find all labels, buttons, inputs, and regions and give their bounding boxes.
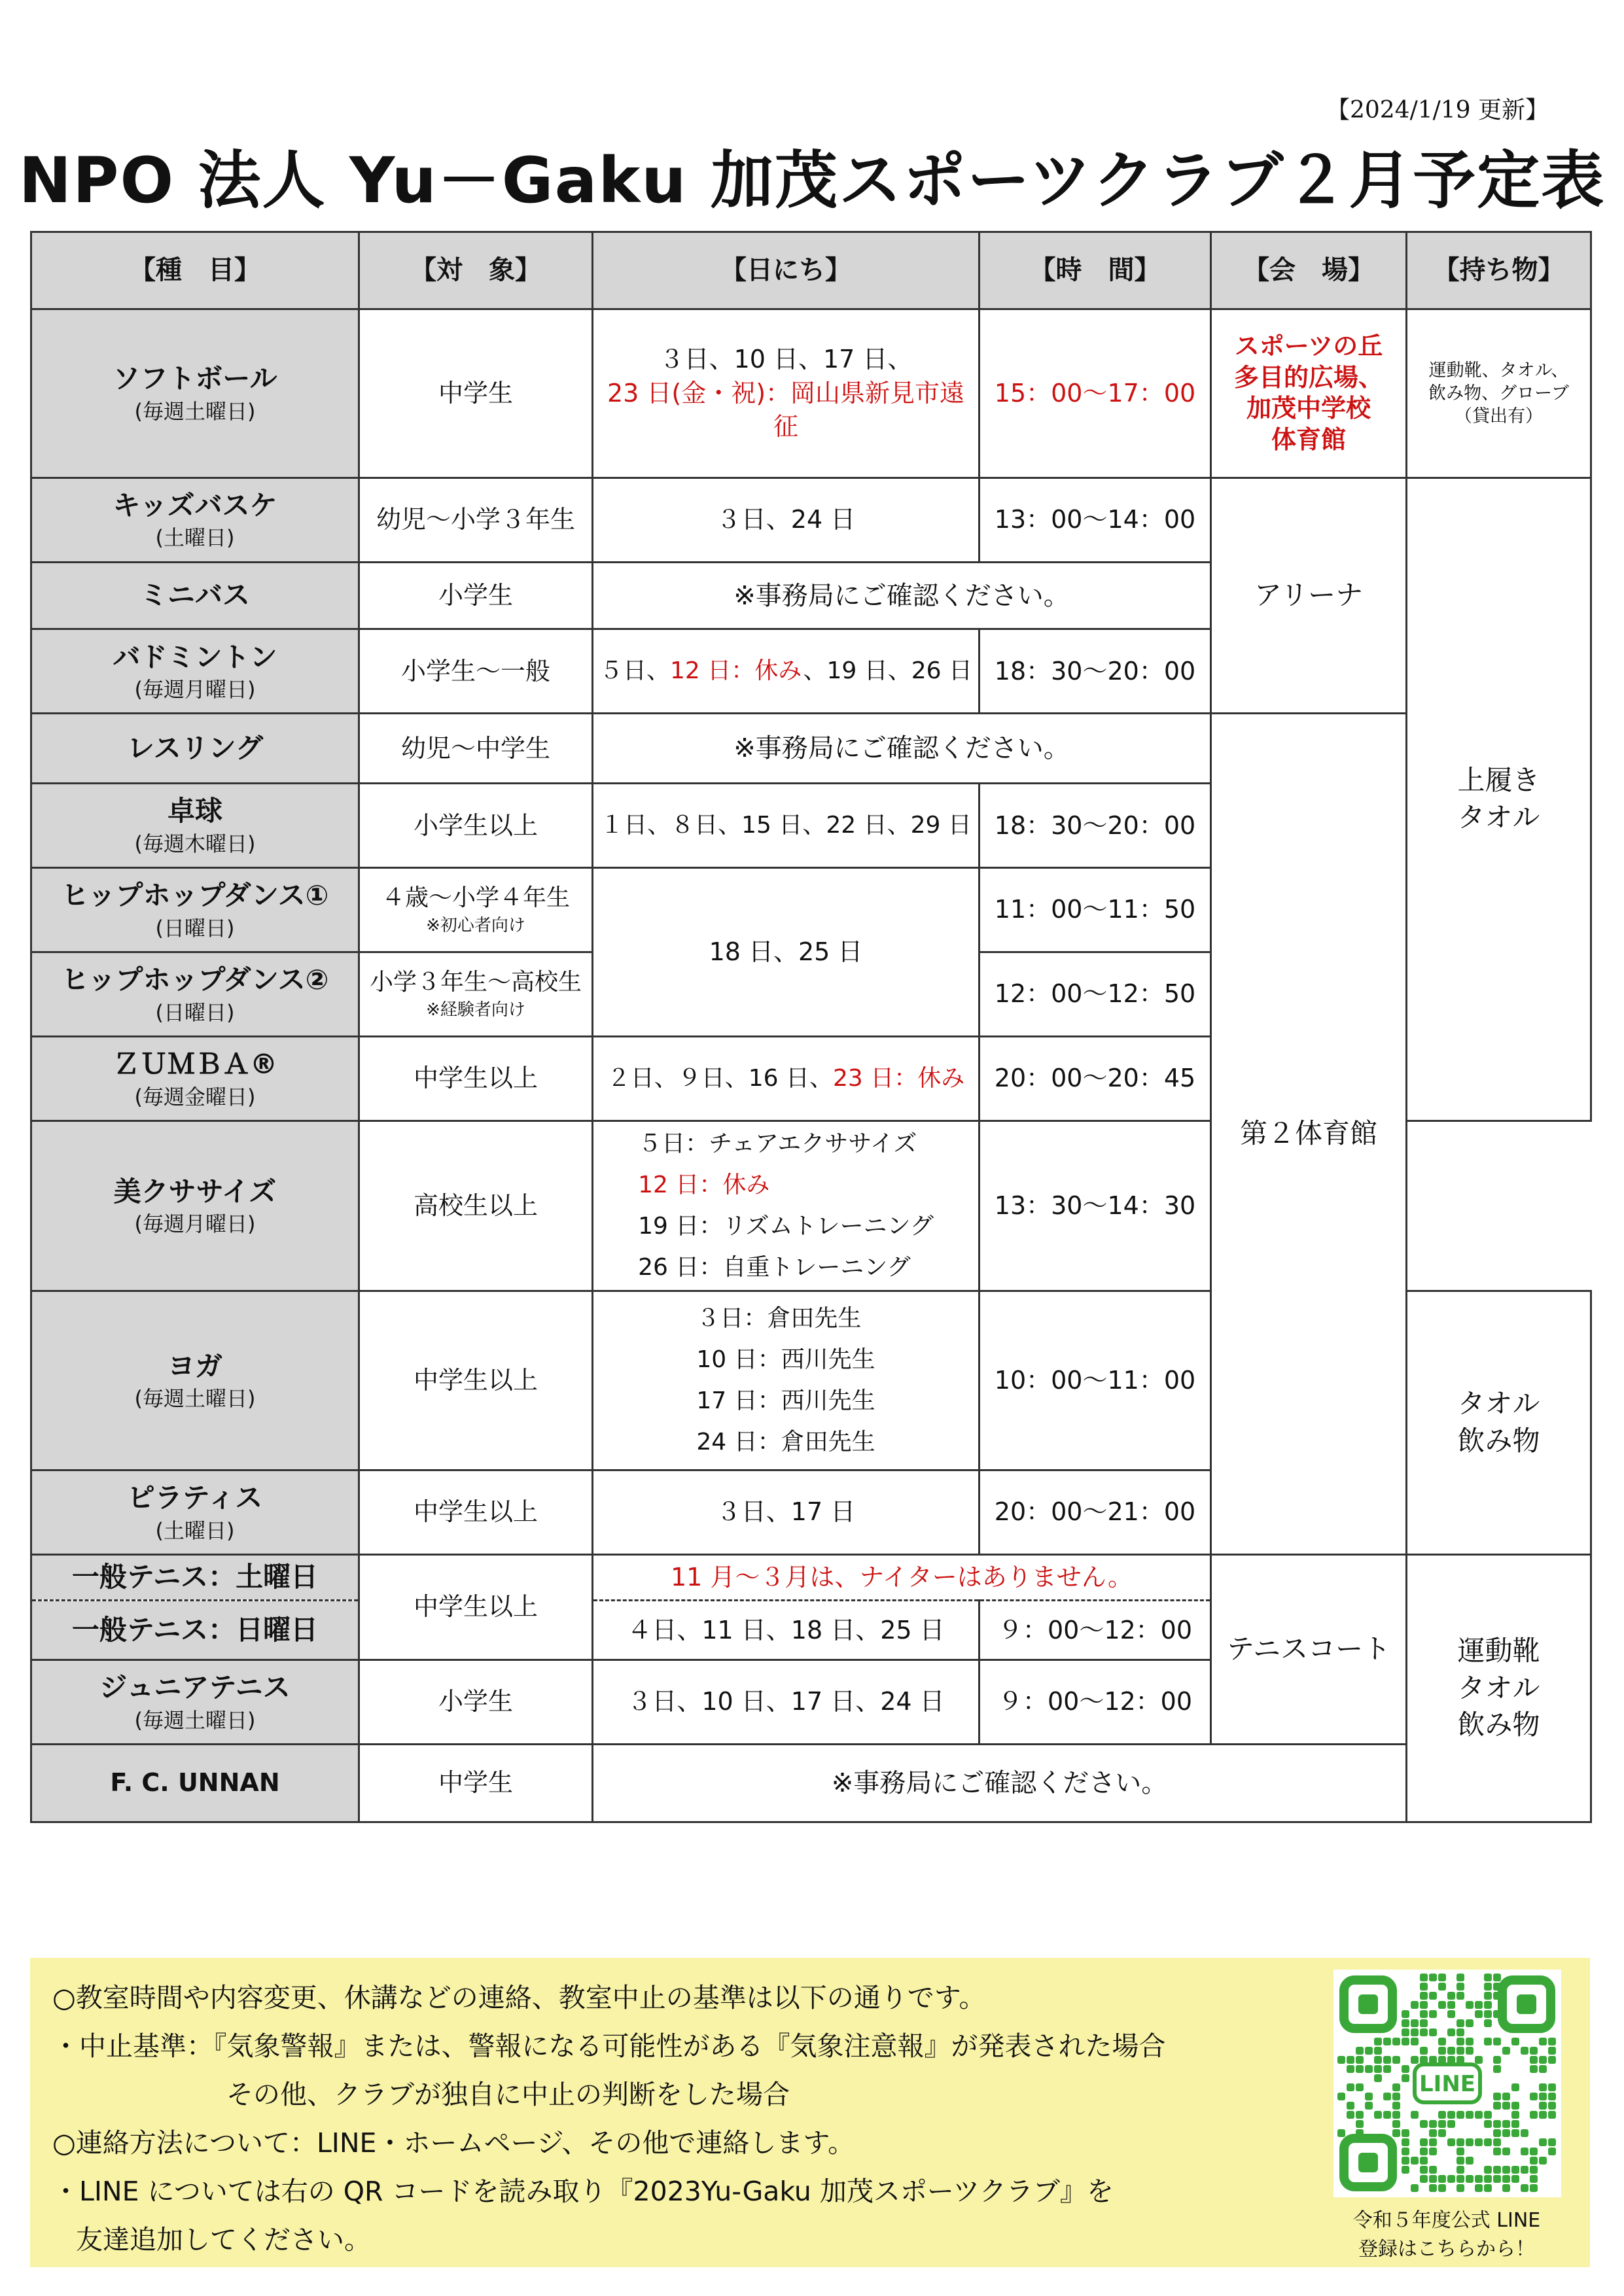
- event-cell: [31, 629, 359, 714]
- event-cell: [31, 562, 359, 629]
- date-text: ３日、10 日、17 日、: [659, 345, 913, 374]
- event-name: レスリング: [127, 731, 263, 764]
- header-event: 【種 目】: [31, 232, 359, 309]
- event-name: F. C. UNNAN: [110, 1768, 280, 1798]
- date-text: 、19 日、26 日: [803, 657, 972, 685]
- event-name: ヨガ: [167, 1349, 222, 1382]
- time-cell: ９：00～12：00: [980, 1660, 1211, 1745]
- target-cell: 幼児～中学生: [359, 714, 593, 784]
- header-items: 【持ち物】: [1407, 232, 1591, 309]
- target-cell: 小学生以上: [359, 784, 593, 868]
- time-cell: 18：30～20：00: [980, 629, 1211, 714]
- target-cell: 中学生以上: [359, 1037, 593, 1121]
- event-schedule: (日曜日): [155, 1000, 235, 1025]
- qr-caption-line: 登録はこちらから！: [1358, 2237, 1535, 2261]
- time-cell: 15：00～17：00: [980, 309, 1211, 478]
- event-cell: [31, 309, 359, 478]
- items-line: タオル: [1457, 1671, 1540, 1704]
- date-list: [696, 1298, 875, 1463]
- date-cell: ３日、10 日、17 日、24 日: [593, 1660, 980, 1745]
- items-cell: [1407, 309, 1591, 478]
- items-cell-towel: [1407, 1291, 1591, 1554]
- venue-cell-tennis: テニスコート: [1211, 1554, 1407, 1744]
- event-name: 一般テニス：日曜日: [71, 1613, 319, 1646]
- time-cell: 20：00～21：00: [980, 1470, 1211, 1554]
- event-name: ピラティス: [127, 1481, 263, 1514]
- event-schedule: (毎週土曜日): [134, 1386, 256, 1412]
- header-time: 【時 間】: [980, 232, 1211, 309]
- qr-label: LINE: [1419, 2071, 1475, 2097]
- date-cell: ※事務局にご確認ください。: [593, 1745, 1407, 1822]
- date-cell: ４日、11 日、18 日、25 日: [593, 1601, 980, 1660]
- table-row: [31, 1554, 1591, 1601]
- event-cell: [31, 1601, 359, 1660]
- target-note: ※初心者向け: [426, 915, 525, 935]
- qr-caption: [1306, 2206, 1587, 2263]
- date-cell: ※事務局にご確認ください。: [593, 714, 1211, 784]
- event-name: 卓球: [167, 795, 222, 827]
- items-line: 運動靴、タオル、: [1428, 360, 1569, 381]
- target-cell: 高校生以上: [359, 1121, 593, 1291]
- list-item: ３日：倉田先生: [696, 1305, 862, 1332]
- event-name: ヒップホップダンス①: [61, 879, 329, 912]
- venue-cell: [1211, 309, 1407, 478]
- event-name: 一般テニス：土曜日: [71, 1561, 319, 1593]
- notice-line: ○教室時間や内容変更、休講などの連絡、教室中止の基準は以下の通りです。: [52, 1982, 986, 2013]
- items-line: タオル: [1457, 801, 1540, 833]
- event-schedule: (土曜日): [155, 525, 235, 551]
- items-line: タオル: [1457, 1387, 1540, 1420]
- event-name: バドミントン: [113, 640, 277, 673]
- venue-cell-arena: アリーナ: [1211, 478, 1407, 714]
- items-line: 飲み物: [1457, 1424, 1540, 1457]
- date-cell-notice: 11 月～３月は、ナイターはありません。: [593, 1554, 1211, 1601]
- venue-line: 体育館: [1271, 425, 1346, 454]
- table-row: [31, 309, 1591, 478]
- event-schedule: (毎週月曜日): [134, 677, 256, 703]
- table-row: [31, 478, 1591, 562]
- items-line: （貸出有）: [1455, 406, 1543, 426]
- time-cell: 12：00～12：50: [980, 952, 1211, 1037]
- date-cell: [593, 629, 980, 714]
- notice-box: [30, 1958, 1590, 2267]
- event-name: ソフトボール: [113, 362, 277, 395]
- venue-cell-gym2: 第２体育館: [1211, 714, 1407, 1554]
- target-cell: 中学生以上: [359, 1470, 593, 1554]
- target-cell: 中学生以上: [359, 1291, 593, 1470]
- notice-line: ・中止基準：『気象警報』または、警報になる可能性がある『気象注意報』が発表された場合: [52, 2030, 1166, 2062]
- date-text-red: 12 日：休み: [670, 657, 803, 685]
- items-cell-shoes: [1407, 1554, 1591, 1822]
- time-cell: 10：00～11：00: [980, 1291, 1211, 1470]
- time-cell: ９：00～12：00: [980, 1601, 1211, 1660]
- date-cell: 18 日、25 日: [593, 868, 980, 1037]
- header-date: 【日にち】: [593, 232, 980, 309]
- event-schedule: (毎週木曜日): [134, 831, 256, 856]
- notice-line: 友達追加してください。: [76, 2224, 371, 2255]
- event-cell: [31, 1745, 359, 1822]
- list-item: 24 日：倉田先生: [696, 1429, 875, 1456]
- notice-line: ・LINE については右の QR コードを読み取り『2023Yu-Gaku 加茂スポーツクラブ』を: [52, 2176, 1114, 2207]
- list-item: 17 日：西川先生: [696, 1387, 875, 1415]
- target-cell: 小学生: [359, 1660, 593, 1745]
- date-cell: ３日、24 日: [593, 478, 980, 562]
- time-cell: 11：00～11：50: [980, 868, 1211, 952]
- items-line: 飲み物: [1457, 1709, 1540, 1741]
- event-cell: [31, 1554, 359, 1601]
- date-text-red: 23 日：休み: [833, 1064, 965, 1092]
- target-cell: [359, 952, 593, 1037]
- date-cell: [593, 309, 980, 478]
- target-note: ※経験者向け: [426, 1000, 525, 1020]
- event-name: ヒップホップダンス②: [61, 964, 329, 996]
- list-item: 26 日：自重トレーニング: [638, 1254, 911, 1281]
- list-item: 19 日：リズムトレーニング: [638, 1213, 934, 1240]
- event-cell: [31, 1470, 359, 1554]
- event-cell: [31, 714, 359, 784]
- date-text: ５日、: [599, 657, 671, 685]
- header-row: [31, 232, 1591, 309]
- target-text: ４歳～小学４年生: [381, 884, 570, 912]
- list-item: 10 日：西川先生: [696, 1346, 875, 1374]
- date-cell: [593, 1121, 980, 1291]
- list-item: ５日：チェアエクササイズ: [638, 1130, 917, 1158]
- event-cell: [31, 784, 359, 868]
- event-name: 美クササイズ: [113, 1175, 277, 1208]
- event-name: キッズバスケ: [113, 489, 277, 521]
- date-cell: ※事務局にご確認ください。: [593, 562, 1211, 629]
- target-cell: 中学生: [359, 1745, 593, 1822]
- event-name: ミニバス: [139, 579, 250, 612]
- target-cell: 中学生以上: [359, 1554, 593, 1660]
- updated-date: 【2024/1/19 更新】: [1326, 97, 1549, 124]
- items-line: 上履き: [1457, 764, 1540, 797]
- event-schedule: (日曜日): [155, 915, 235, 941]
- notice-line: その他、クラブが独自に中止の判断をした場合: [226, 2079, 790, 2110]
- target-cell: 小学生: [359, 562, 593, 629]
- event-name: ＺＵＭＢＡ®: [112, 1048, 277, 1081]
- items-line: 飲み物、グローブ: [1428, 383, 1569, 404]
- date-cell: １日、８日、15 日、22 日、29 日: [593, 784, 980, 868]
- line-qr-code-icon[interactable]: [1333, 1970, 1561, 2197]
- list-item: 12 日：休み: [638, 1172, 770, 1199]
- time-cell: 13：30～14：30: [980, 1121, 1211, 1291]
- event-name: ジュニアテニス: [99, 1671, 291, 1704]
- venue-line: スポーツの丘: [1234, 332, 1383, 361]
- event-cell: [31, 868, 359, 952]
- notice-line: ○連絡方法について：LINE・ホームページ、その他で連絡します。: [52, 2127, 855, 2159]
- date-text: ２日、９日、16 日、: [607, 1064, 833, 1092]
- time-cell: 20：00～20：45: [980, 1037, 1211, 1121]
- event-cell: [31, 1121, 359, 1291]
- event-schedule: (毎週土曜日): [134, 1707, 256, 1733]
- date-cell: [593, 1291, 980, 1470]
- page-title: NPO 法人 Yu－Gaku 加茂スポーツクラブ２月予定表: [18, 144, 1606, 217]
- date-text-red: 23 日(金・祝)：岡山県新見市遠征: [607, 378, 965, 441]
- items-line: 運動靴: [1457, 1634, 1540, 1667]
- header-venue: 【会 場】: [1211, 232, 1407, 309]
- event-schedule: (毎週金曜日): [134, 1084, 256, 1109]
- event-cell: [31, 1660, 359, 1745]
- event-cell: [31, 952, 359, 1037]
- time-cell: 18：30～20：00: [980, 784, 1211, 868]
- target-text: 小学３年生～高校生: [369, 969, 582, 996]
- schedule-table: [30, 231, 1592, 1823]
- event-schedule: (毎週月曜日): [134, 1211, 256, 1237]
- target-cell: 中学生: [359, 309, 593, 478]
- event-cell: [31, 1037, 359, 1121]
- event-schedule: (土曜日): [155, 1518, 235, 1543]
- table-row: [31, 1745, 1591, 1822]
- target-cell: 小学生～一般: [359, 629, 593, 714]
- time-cell: 13：00～14：00: [980, 478, 1211, 562]
- items-cell-uwabaki: [1407, 478, 1591, 1121]
- target-cell: 幼児～小学３年生: [359, 478, 593, 562]
- event-cell: [31, 478, 359, 562]
- date-list: [638, 1123, 934, 1288]
- event-cell: [31, 1291, 359, 1470]
- table-row: [31, 714, 1591, 784]
- date-cell: [593, 1037, 980, 1121]
- date-cell: ３日、17 日: [593, 1470, 980, 1554]
- event-schedule: (毎週土曜日): [134, 399, 256, 425]
- qr-caption-line: 令和５年度公式 LINE: [1352, 2209, 1541, 2232]
- header-target: 【対 象】: [359, 232, 593, 309]
- target-cell: [359, 868, 593, 952]
- venue-line: 加茂中学校: [1246, 394, 1371, 423]
- venue-line: 多目的広場、: [1233, 362, 1383, 392]
